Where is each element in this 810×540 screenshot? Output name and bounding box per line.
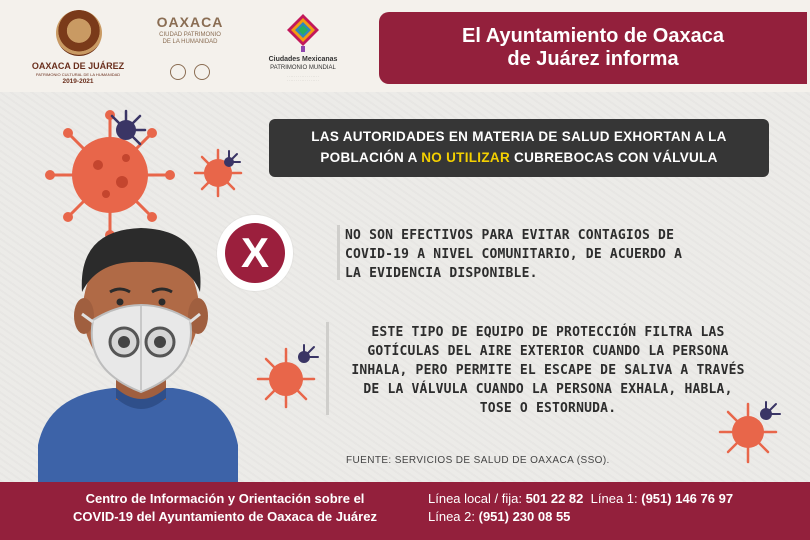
paragraph1-line: NO SON EFECTIVOS PARA EVITAR CONTAGIOS DE	[345, 228, 675, 243]
small-dark-virus-icon	[104, 108, 148, 152]
paragraph2-line: TOSE O ESTORNUDA.	[479, 401, 617, 416]
paragraph2-line: DE LA VÁLVULA CUANDO LA PERSONA EXHALA, HABLA,	[363, 382, 733, 397]
phone-fija-label: Línea local / fija:	[428, 491, 526, 506]
divider-line	[326, 322, 329, 415]
divider-line	[337, 225, 340, 280]
phone-linea1-number[interactable]: (951) 146 76 97	[641, 491, 734, 506]
oaxaca-logo-name: OAXACA	[156, 14, 224, 30]
header-title-line2: de Juárez informa	[507, 48, 679, 70]
paragraph1-line: LA EVIDENCIA DISPONIBLE.	[345, 266, 538, 281]
seal-emblem-icon	[56, 10, 102, 56]
person-with-valve-mask-illustration	[38, 220, 238, 482]
prohibited-x-badge	[217, 215, 293, 291]
seal-years: 2019-2021	[62, 78, 94, 85]
ciudades-mexicanas-emblem-icon	[287, 14, 319, 54]
footer-center-line1: Centro de Información y Orientación sobre el	[85, 491, 365, 506]
footer	[0, 482, 810, 540]
unesco-icon	[170, 64, 186, 80]
paragraph1-line: COVID-19 A NIVEL COMUNITARIO, DE ACUERDO A	[345, 247, 683, 262]
oaxaca-logo-subtitle-line1: CIUDAD PATRIMONIO	[159, 32, 221, 38]
phone-fija-number[interactable]: 501 22 82	[525, 491, 584, 506]
phone-linea2-number[interactable]: (951) 230 08 55	[478, 509, 571, 524]
oaxaca-logo-subtitle	[150, 32, 230, 46]
ciudades-mexicanas-logo	[262, 14, 344, 90]
header-title-line1: El Ayuntamiento de Oaxaca	[462, 25, 724, 47]
warning-banner	[269, 119, 769, 177]
header-title	[379, 25, 807, 71]
header-title-box	[379, 12, 807, 84]
cm-logo-line1: Ciudades Mexicanas	[268, 56, 338, 63]
source-citation: FUENTE: SERVICIOS DE SALUD DE OAXACA (SSO).	[346, 455, 610, 466]
footer-phone-lines	[428, 490, 808, 526]
phone-linea2-label: Línea 2:	[428, 509, 479, 524]
footer-center-line2: COVID-19 del Ayuntamiento de Oaxaca de Juárez	[73, 509, 377, 524]
paragraph2-line: INHALA, PERO PERMITE EL ESCAPE DE SALIVA A TRAVÉS	[351, 363, 745, 378]
medium-virus-icon	[193, 148, 243, 198]
oaxaca-de-juarez-seal-logo	[30, 8, 126, 88]
warning-banner-text	[269, 126, 769, 168]
paragraph2-line: ESTE TIPO DE EQUIPO DE PROTECCIÓN FILTRA LAS	[371, 325, 725, 340]
phone-linea1-label: Línea 1:	[590, 491, 642, 506]
x-mark-icon: X	[225, 223, 285, 283]
banner-line1: LAS AUTORIDADES EN MATERIA DE SALUD EXHORTAN A LA	[311, 129, 727, 144]
header	[0, 0, 810, 92]
mid-right-virus-icon	[256, 343, 322, 409]
seal-name: OAXACA DE JUÁREZ	[31, 61, 125, 71]
banner-highlight: NO UTILIZAR	[421, 150, 510, 165]
world-heritage-icon	[194, 64, 210, 80]
cm-logo-line2: PATRIMONIO MUNDIAL	[270, 65, 336, 71]
oaxaca-logo-subtitle-line2: DE LA HUMANIDAD	[162, 39, 218, 45]
oaxaca-patrimonio-logo	[150, 14, 230, 86]
banner-line2-pre: POBLACIÓN A	[320, 150, 422, 165]
seal-subtitle: PATRIMONIO CULTURAL DE LA HUMANIDAD	[35, 72, 121, 77]
paragraph2-line: GOTÍCULAS DEL AIRE EXTERIOR CUANDO LA PERSONA	[367, 344, 729, 359]
banner-line2-post: CUBREBOCAS CON VÁLVULA	[510, 150, 718, 165]
paragraph-effectiveness	[345, 226, 745, 283]
paragraph-valve-explanation	[338, 323, 758, 418]
footer-center-name	[30, 490, 420, 526]
cm-logo-city-list: · · · · · · · · · · · · · · · · · · · · · · · · · · · · · · · · · · · ·	[286, 74, 320, 82]
